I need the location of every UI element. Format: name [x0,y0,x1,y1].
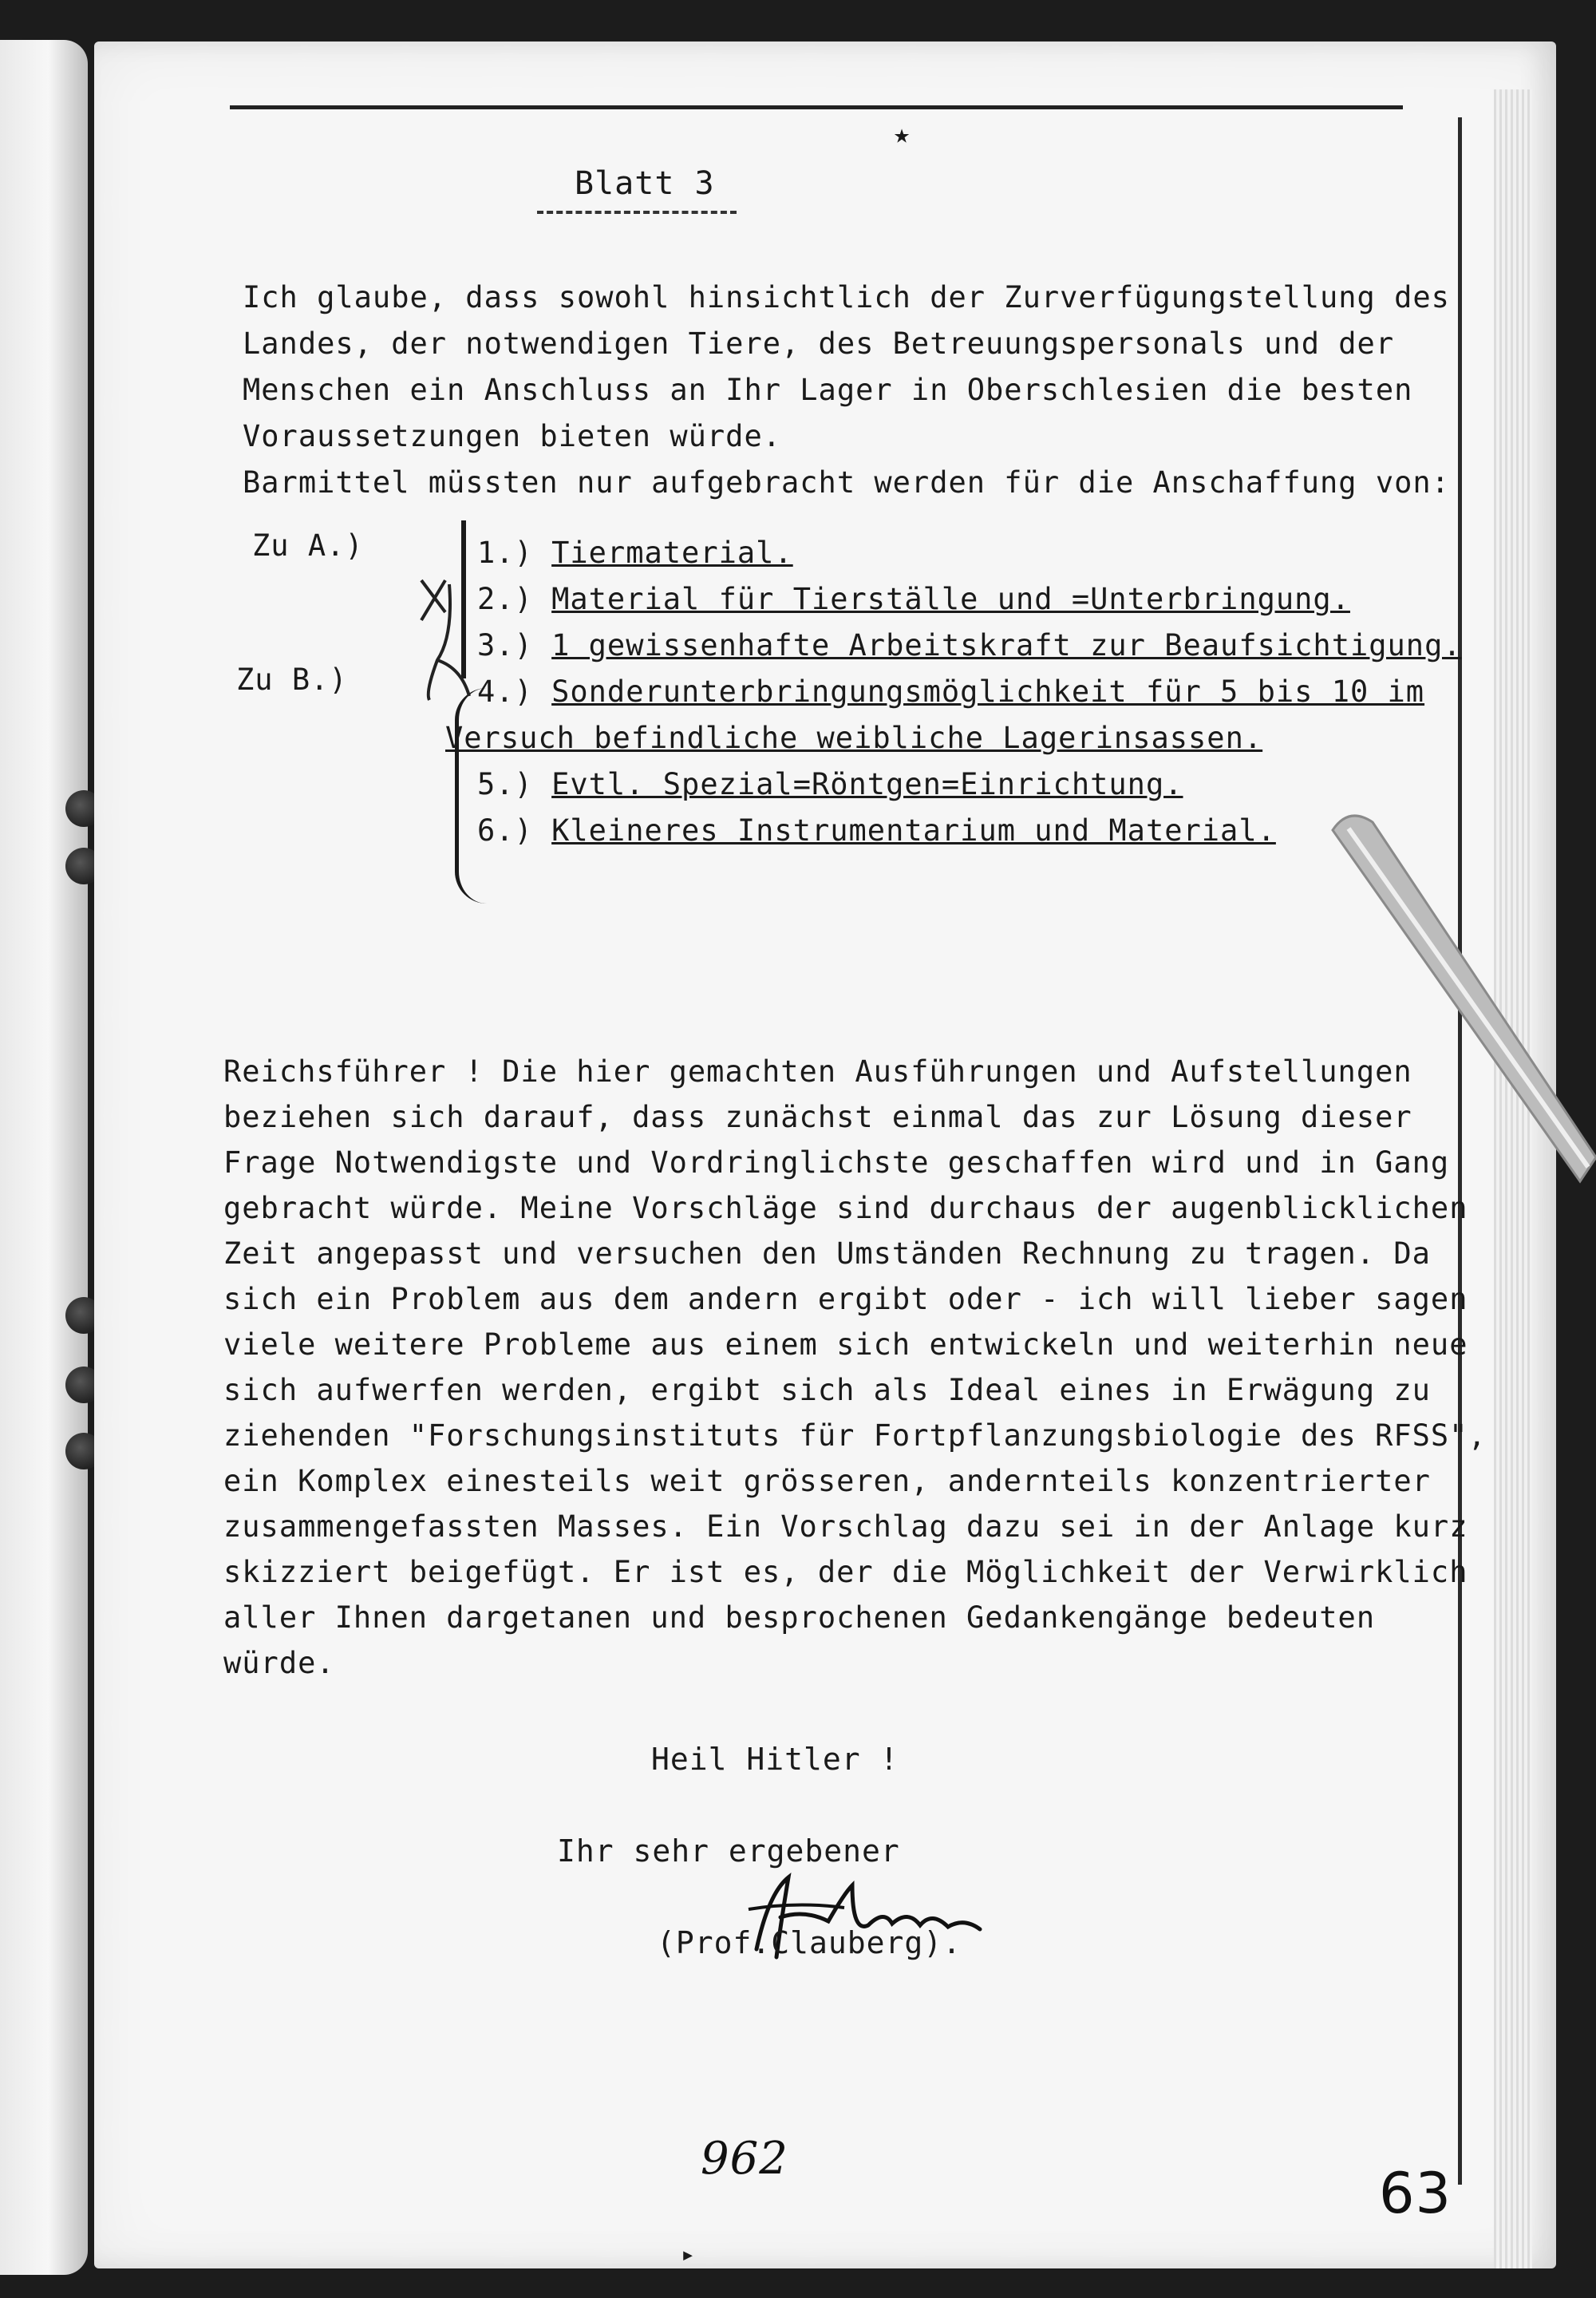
list-item: 5.) Evtl. Spezial=Röntgen=Einrichtung. [477,767,1183,801]
list-item: 3.) 1 gewissenhafte Arbeitskraft zur Beaufsichtigung. [477,628,1462,663]
list-item: 1.) Tiermaterial. [477,536,793,570]
text-line: ein Komplex einesteils weit grösseren, andernteils konzentrierter [223,1464,1431,1498]
list-label-a: Zu A.) [252,528,364,563]
top-rule [230,105,1403,109]
list-item: 6.) Kleineres Instrumentarium und Material. [477,813,1276,848]
text-line: skizziert beigefügt. Er ist es, der die Möglichkeit der Verwirklich [223,1555,1468,1589]
text-line: Barmittel müssten nur aufgebracht werden für die Anschaffung von: [243,465,1450,500]
text-line: Landes, der notwendigen Tiere, des Betreuungspersonals und der [243,326,1395,361]
item-list [445,530,1462,854]
text-line: gebracht würde. Meine Vorschläge sind durchaus der augenblicklichen [223,1191,1468,1225]
text-line: beziehen sich darauf, dass zunächst einmal das zur Lösung dieser [223,1100,1412,1134]
paragraph-intro [243,275,1551,506]
text-line: sich ein Problem aus dem andern ergibt oder - ich will lieber sagen [223,1282,1468,1316]
binder-left-page [0,40,88,2275]
margin-handwriting-mark [405,564,477,708]
list-item: 4.) Sonderunterbringungsmöglichkeit für 5 bis 10 im [477,674,1425,709]
handwritten-page-number: 63 [1379,2161,1452,2226]
text-line: würde. [223,1646,335,1680]
valediction: Ihr sehr ergebener [557,1833,900,1869]
text-line: Zeit angepasst und versuchen den Umständen Rechnung zu tragen. Da [223,1236,1431,1271]
title-underline [537,211,737,214]
text-line: Reichsführer ! Die hier gemachten Ausführungen und Aufstellungen [223,1054,1412,1089]
text-line: Menschen ein Anschluss an Ihr Lager in Oberschlesien die besten [243,373,1413,407]
signatory-name: (Prof.Clauberg). [657,1925,962,1960]
text-line: zusammengefassten Masses. Ein Vorschlag dazu sei in der Anlage kurz [223,1509,1468,1544]
page-title: Blatt 3 [575,165,715,202]
greeting: Heil Hitler ! [651,1742,899,1777]
ink-mark-top: ٭ [892,117,912,154]
paragraph-main [223,1049,1487,1686]
list-item: 2.) Material für Tierställe und =Unterbringung. [477,582,1350,616]
text-line: Ich glaube, dass sowohl hinsichtlich der Zurverfügungstellung des [243,280,1450,314]
handwritten-number-center: 962 [701,2133,788,2185]
text-line: Voraussetzungen bieten würde. [243,419,782,453]
list-label-b: Zu B.) [236,663,348,697]
text-line: Frage Notwendigste und Vordringlichste geschaffen wird und in Gang [223,1145,1450,1180]
list-item-continuation: Versuch befindliche weibliche Lagerinsassen. [445,721,1263,755]
ink-mark-bottom: ▸ [681,2241,697,2268]
tweezers-object [1317,806,1596,1221]
text-line: viele weitere Probleme aus einem sich entwickeln und weiterhin neue [223,1327,1468,1362]
text-line: sich aufwerfen werden, ergibt sich als Ideal eines in Erwägung zu [223,1373,1431,1407]
text-line: aller Ihnen dargetanen und besprochenen Gedankengänge bedeuten [223,1600,1376,1635]
text-line: ziehenden "Forschungsinstituts für Fortpflanzungsbiologie des RFSS", [223,1418,1487,1453]
